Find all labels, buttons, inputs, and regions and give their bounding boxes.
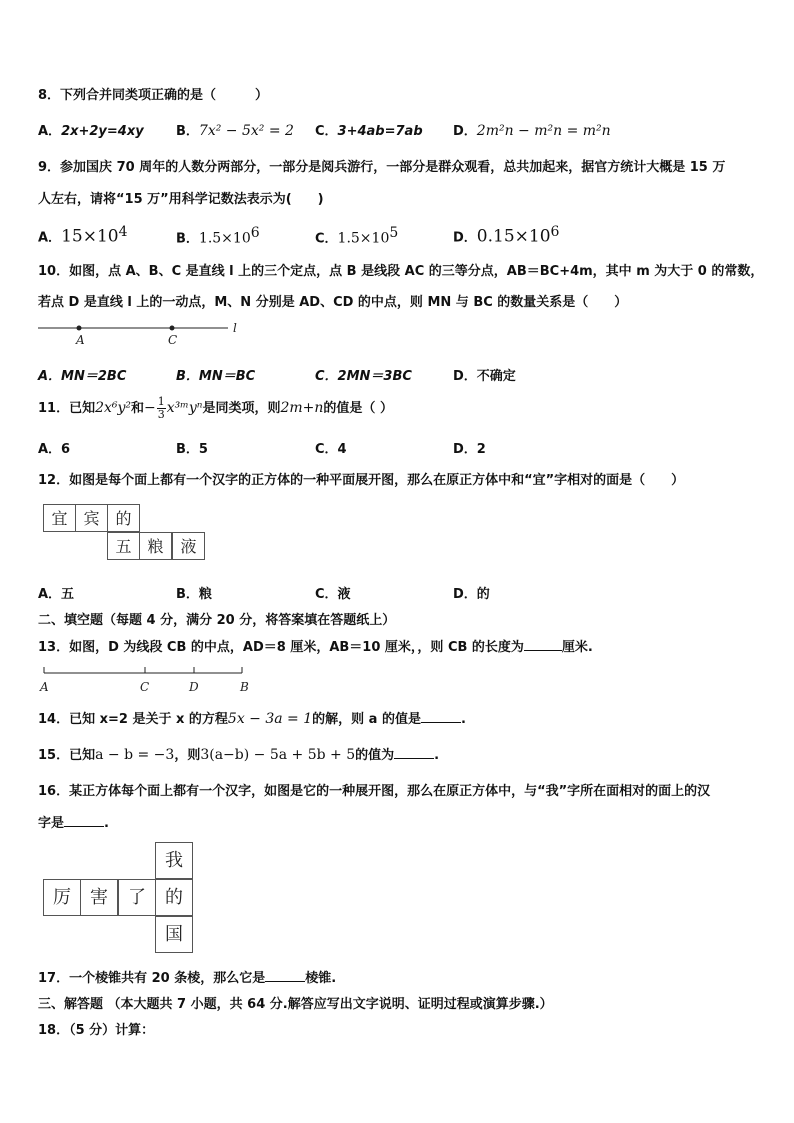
- answer-blank[interactable]: [265, 969, 305, 982]
- fraction-denominator: 3: [157, 408, 165, 421]
- option-letter: B．: [176, 231, 199, 247]
- q10-option-d: D．不确定: [453, 369, 516, 384]
- q14-equation: 5x − 3a = 1: [227, 711, 313, 727]
- label-a: A: [76, 333, 85, 347]
- q13-text: 13．如图，D 为线段 CB 的中点，AD＝8 厘米，AB＝10 厘米，，则 CB 的长度为: [38, 640, 524, 655]
- q9-option-b: [176, 225, 260, 246]
- option-letter: C．: [315, 231, 338, 247]
- fraction-numerator: 1: [157, 395, 165, 408]
- answer-blank[interactable]: [524, 638, 562, 651]
- q11-text: 和: [131, 401, 145, 416]
- option-letter: A．: [38, 230, 62, 246]
- net-cell: 宾: [75, 504, 108, 532]
- q11-option-a: A．6: [38, 442, 71, 457]
- q8-option-c: [315, 120, 423, 139]
- q15-text: 15．已知: [38, 748, 96, 763]
- q16-text: 字是: [38, 816, 65, 831]
- option-math: 2x+2y=4xy: [61, 124, 144, 139]
- label-c: C: [168, 333, 178, 347]
- q8-option-d: [453, 120, 611, 139]
- question-11-stem: [38, 396, 393, 421]
- q15-text: ，则: [174, 748, 201, 763]
- option-exponent: 6: [250, 225, 260, 241]
- q15-text: 的值为: [355, 748, 395, 763]
- q8-option-a: [38, 120, 144, 139]
- net-cell: 宜: [43, 504, 76, 532]
- q16-text: .: [104, 816, 109, 831]
- net-cell: 的: [155, 879, 193, 916]
- label-c: C: [140, 680, 150, 694]
- option-math: 3+4ab=7ab: [337, 124, 423, 139]
- q11-fraction: [157, 396, 166, 421]
- q11-option-b: B．5: [176, 442, 208, 457]
- q11-text: 的值是（ ）: [323, 401, 393, 416]
- q13-text: 厘米.: [561, 640, 593, 655]
- net-cell: 了: [118, 879, 156, 916]
- question-18-stem: 18．（5 分）计算：: [38, 1023, 155, 1038]
- answer-blank[interactable]: [394, 746, 434, 759]
- q15-text: .: [434, 748, 440, 763]
- q17-text: 17．一个棱锥共有 20 条棱，那么它是: [38, 971, 266, 986]
- option-letter: C．: [315, 124, 338, 139]
- question-16-line2: [38, 812, 109, 831]
- q15-condition: a − b = −3: [95, 747, 175, 763]
- question-14-stem: [38, 708, 466, 727]
- question-15-stem: [38, 744, 439, 763]
- question-10-line1: 10．如图，点 A、B、C 是直线 l 上的三个定点，点 B 是线段 AC 的三等分点，AB＝BC+4m，其中 m 为大于 0 的常数，: [38, 264, 764, 279]
- net-cell: 液: [172, 532, 205, 560]
- q11-option-c: C．4: [315, 442, 347, 457]
- q14-text: 的解，则 a 的值是: [312, 712, 421, 727]
- q15-expression: 3(a−b) − 5a + 5b + 5: [200, 747, 356, 763]
- q8-option-b: [176, 120, 294, 139]
- q10-option-b: B．MN＝BC: [176, 369, 256, 384]
- net-cell: 国: [155, 916, 193, 953]
- net-cell: 五: [107, 532, 140, 560]
- option-letter: A．: [38, 124, 62, 139]
- label-l: l: [233, 321, 237, 335]
- q9-option-c: [315, 225, 398, 246]
- question-17-stem: [38, 967, 336, 986]
- net-cell: 害: [80, 879, 118, 916]
- q14-text: .: [460, 712, 466, 727]
- section-2-heading: 二、填空题（每题 4 分，满分 20 分，将答案填在答题纸上）: [38, 613, 396, 628]
- q13-segment-figure: [36, 663, 266, 697]
- q9-option-d: [453, 224, 559, 246]
- q12-option-a: A．五: [38, 587, 75, 602]
- option-math: 7x² − 5x² = 2: [198, 123, 294, 139]
- label-b: B: [240, 680, 249, 694]
- net-cell: 厉: [43, 879, 81, 916]
- q10-option-a: A．MN＝2BC: [38, 369, 127, 384]
- option-math: 1.5×10: [198, 230, 251, 247]
- q10-line-figure: [36, 318, 256, 348]
- option-exponent: 4: [118, 224, 128, 240]
- answer-blank[interactable]: [64, 814, 104, 827]
- q14-text: 14．已知 x=2 是关于 x 的方程: [38, 712, 228, 727]
- net-cell: 的: [107, 504, 140, 532]
- net-cell: 我: [155, 842, 193, 879]
- point-c: [170, 326, 175, 331]
- section-3-heading: 三、解答题 （本大题共 7 小题，共 64 分.解答应写出文字说明、证明过程或演算步骤.）: [38, 997, 553, 1012]
- point-a: [77, 326, 82, 331]
- option-letter: D．: [453, 124, 477, 139]
- q11-text: 是同类项，则: [202, 401, 281, 416]
- net-cell: 粮: [139, 532, 172, 560]
- question-9-line2: 人左右，请将“15 万”用科学记数法表示为( ): [38, 192, 324, 207]
- label-a: A: [40, 680, 49, 694]
- label-d: D: [189, 680, 199, 694]
- q17-text: 棱锥.: [305, 971, 337, 986]
- q11-expression: 2m+n: [280, 400, 324, 416]
- option-math: 1.5×10: [337, 230, 390, 247]
- question-16-line1: 16．某正方体每个面上都有一个汉字，如图是它的一种展开图，那么在原正方体中，与“我”字所在面相对的面上的汉: [38, 784, 711, 799]
- option-math: 0.15×10: [476, 226, 551, 247]
- q10-option-c: C．2MN＝3BC: [315, 369, 412, 384]
- q11-term2: x³ᵐyⁿ: [166, 400, 203, 416]
- q11-text: 11．已知: [38, 401, 96, 416]
- option-letter: B．: [176, 124, 199, 139]
- question-8-stem: 8．下列合并同类项正确的是（ ）: [38, 88, 269, 103]
- option-letter: D．: [453, 230, 477, 246]
- q12-option-b: B．粮: [176, 587, 212, 602]
- question-9-line1: 9．参加国庆 70 周年的人数分两部分，一部分是阅兵游行，一部分是群众观看，总共加起来，据官方统计大概是 15 万: [38, 160, 726, 175]
- q12-option-c: C．液: [315, 587, 351, 602]
- question-13-stem: [38, 636, 593, 655]
- q12-option-d: D．的: [453, 587, 490, 602]
- question-10-line2: 若点 D 是直线 l 上的一动点，M、N 分别是 AD、CD 的中点，则 MN 与 BC 的数量关系是（ ）: [38, 295, 628, 310]
- q9-option-a: [38, 224, 128, 246]
- option-exponent: 6: [550, 224, 560, 240]
- answer-blank[interactable]: [421, 710, 461, 723]
- option-exponent: 5: [389, 225, 399, 241]
- option-math: 2m²n − m²n = m²n: [476, 123, 611, 139]
- q11-term1: 2x⁶y²: [95, 400, 132, 416]
- question-12-stem: 12．如图是每个面上都有一个汉字的正方体的一种平面展开图，那么在原正方体中和“宜”字相对的面是（ ）: [38, 473, 685, 488]
- q11-option-d: D．2: [453, 442, 486, 457]
- option-math: 15×10: [61, 226, 119, 247]
- q11-minus: −: [144, 400, 156, 416]
